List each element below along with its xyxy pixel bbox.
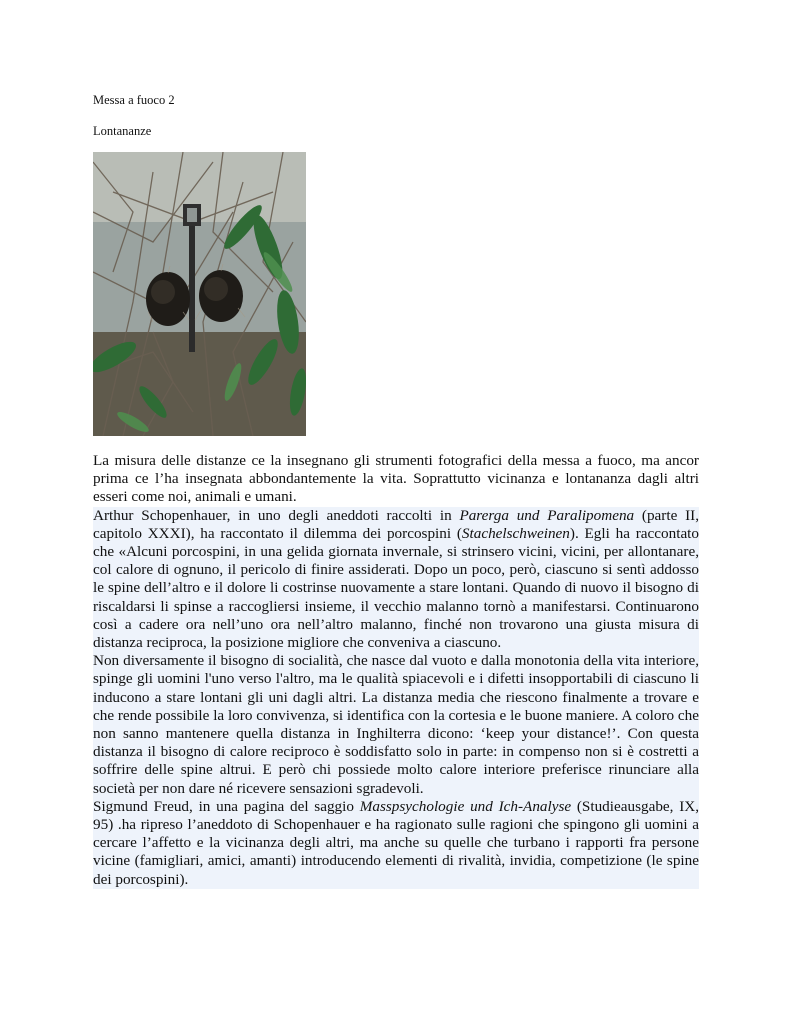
body-paragraph — [93, 798, 699, 889]
paragraph-text: (Studieausgabe, IX, 95) .ha ripreso l’aneddoto di Schopenhauer e ha ragionato sulle ragioni che spingono gli uomini a cercare l’affetto e la vicinanza degli altri, ma anche su quelle che turbano i rapporti fra persone vicine (famigliari, amici, amanti) introducendo elementi di rivalità, invidia, competizione (le spine dei porcospini). — [93, 797, 700, 888]
paragraph-text: La misura delle distanze ce la insegnano gli strumenti fotografici della messa a fuoco, ma ancor prima ce l’ha insegnata abbondantemente la vita. Soprattutto vicinanza e lontananza dagli altri esseri come noi, animali e umani. — [93, 452, 699, 506]
paragraph-text: (parte II, capitolo XXXI), ha raccontato il dilemma dei porcospini ( — [93, 506, 699, 542]
porcupines-photo — [93, 152, 306, 436]
italic-title: Parerga und Paralipomena — [459, 506, 635, 524]
paragraph-text: Non diversamente il bisogno di socialità, che nasce dal vuoto e dalla monotonia della vita interiore, spinge gli uomini l'uno verso l'altro, ma le qualità spiacevoli e i difetti insopportabili di ciascuno li inducono a stare lontani gli uni dagli altri. La distanza media che riescono finalmente a trovare e che rende possibile la loro convivenza, si identifica con la cortesia e le buone maniere. A coloro che non sanno mantenere quella distanza in Inghilterra dicono: ‘keep your distance!’. Con questa distanza il bisogno di calore reciproco è soddisfatto solo in parte: in compenso non si è costretti a soffrire delle spine altrui. E però chi possiede molto calore interiore preferisce rinunciare alla società per non dare né ricevere sensazioni sgradevoli. — [93, 652, 700, 797]
document-heading: Messa a fuoco 2 — [93, 93, 175, 107]
paragraph-text: ). Egli ha raccontato che «Alcuni porcospini, in una gelida giornata invernale, si strinsero vicini, vicini, per allontanare, col calore di ognuno, il pericolo di finire assiderati. Dopo un poco, però, ciascuno si sentì addosso le spine dell’altro e il dolore li costrinse nuovamente a stare lontani. Quando di nuovo il bisogno di riscaldarsi li spinse a raccogliersi insieme, il vecchio malanno tornò a manifestarsi. Continuarono così a cadere ora nell’uno ora nell’altro malanno, finché non trovarono una giusta misura di distanza reciproca, la posizione migliore che conveniva a ciascuno. — [93, 524, 699, 652]
body-paragraph — [93, 452, 699, 507]
body-paragraph — [93, 507, 699, 653]
italic-title: Masspsychologie und Ich-Analyse — [359, 797, 572, 815]
body-paragraph — [93, 652, 699, 798]
paragraph-text: Sigmund Freud, in una pagina del saggio — [93, 797, 360, 815]
document-body — [93, 452, 699, 889]
document-subheading: Lontananze — [93, 124, 152, 138]
paragraph-text: Arthur Schopenhauer, in uno degli aneddoti raccolti in — [93, 506, 460, 524]
italic-title: Stachelschweinen — [461, 524, 570, 542]
